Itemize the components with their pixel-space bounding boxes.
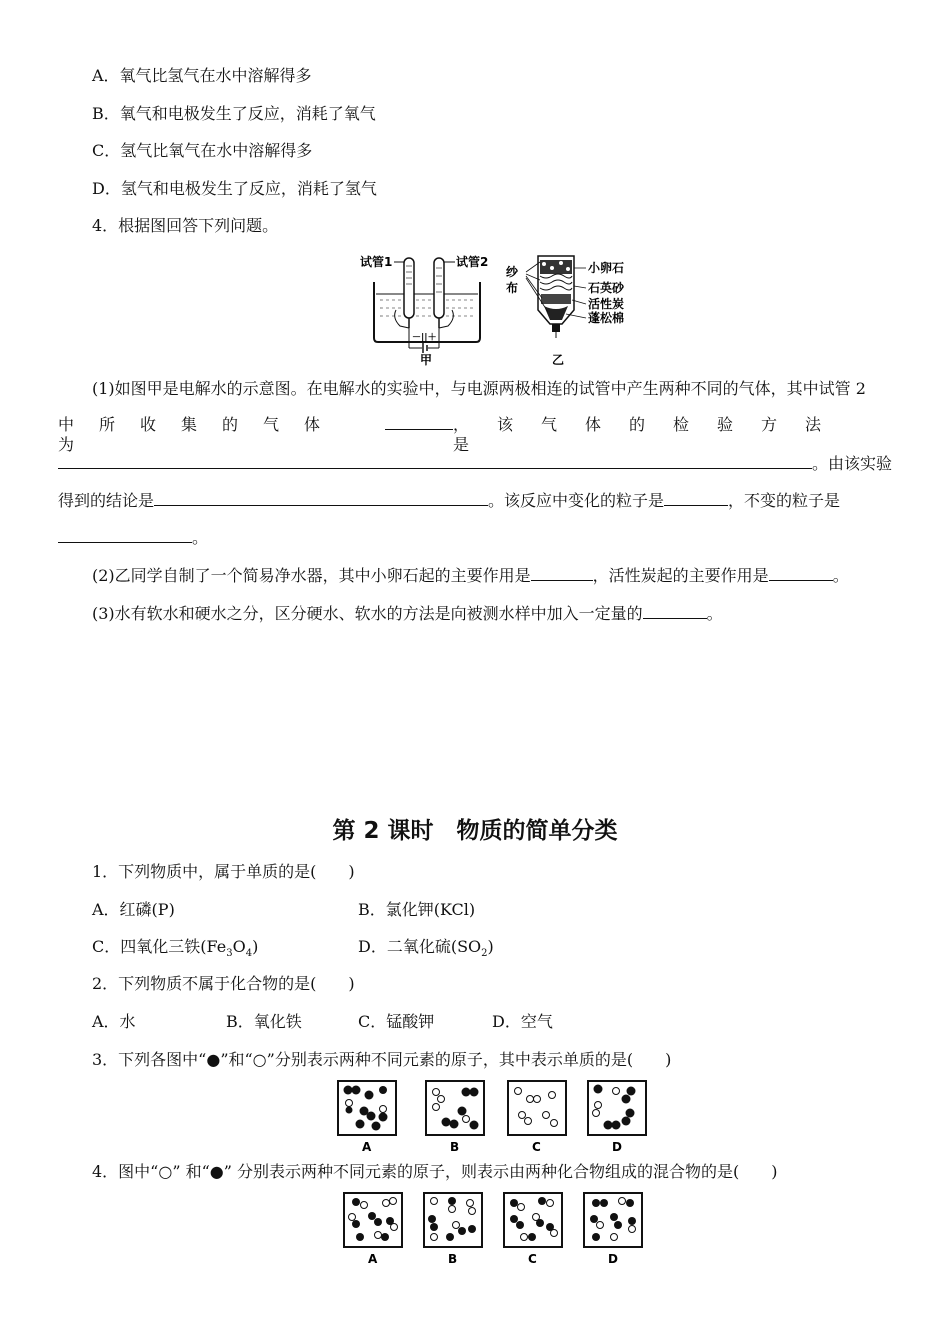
- q3-box-a-label: A: [362, 1140, 372, 1154]
- changed-particle-blank[interactable]: [664, 491, 728, 506]
- fe3o4-mid: O: [232, 937, 246, 956]
- fe3o4-pre: C．四氧化三铁(Fe: [92, 937, 227, 956]
- q4-box-a-label: A: [368, 1252, 378, 1266]
- q4-1-line5: [58, 528, 892, 548]
- q4-box-d: [584, 1193, 642, 1266]
- q4-box-b: [424, 1193, 482, 1266]
- fe3o4-sub2: 4: [245, 948, 253, 960]
- so2-sub: 2: [481, 948, 488, 960]
- q3-option-a: A．氧气比氢气在水中溶解得多: [92, 66, 312, 85]
- q4-stem: 4．根据图回答下列问题。: [92, 216, 279, 235]
- q4-1-line2: [58, 415, 892, 455]
- s2-q4-stem: 4．图中“○” 和“●” 分别表示两种不同元素的原子，则表示由两种化合物组成的混合物的是( ): [92, 1162, 778, 1181]
- q4-particle-diagrams: [342, 1191, 646, 1267]
- q4-3-text-a: (3)水有软水和硬水之分，区分硬水、软水的方法是向被测水样中加入一定量的: [92, 604, 643, 623]
- quartz-label: 石英砂: [588, 281, 625, 295]
- s2-q1-option-a: A．红磷(P): [92, 900, 175, 919]
- q3-box-c-label: C: [532, 1140, 541, 1154]
- test-method-blank[interactable]: [58, 454, 812, 469]
- q4-2-text-c: 。: [832, 566, 849, 585]
- conclusion-prefix: 得到的结论是: [58, 491, 155, 510]
- s2-q1-option-d: [358, 937, 494, 964]
- q3-box-a: [338, 1081, 396, 1154]
- q4-box-c-label: C: [528, 1252, 537, 1266]
- unchanged-particle-prefix: ，不变的粒子是: [728, 491, 841, 510]
- q3-option-b: B．氧气和电极发生了反应，消耗了氧气: [92, 104, 376, 123]
- q4-2-text-b: ，活性炭起的主要作用是: [592, 566, 769, 585]
- carbon-label: 活性炭: [588, 297, 625, 311]
- reagent-blank[interactable]: [643, 604, 707, 619]
- q3-option-d: D．氢气和电极发生了反应，消耗了氢气: [92, 179, 377, 198]
- q3-box-b-label: B: [450, 1140, 460, 1154]
- q4-1-line3: [58, 454, 892, 474]
- q4-1-line2-text-b: ，该气体的检验方法是: [453, 415, 850, 454]
- q3-particle-diagrams: [336, 1079, 656, 1155]
- tube2-label: 试管2: [456, 255, 489, 269]
- s2-q2-option-c: C．锰酸钾: [358, 1012, 435, 1031]
- q4-1-line1: (1)如图甲是电解水的示意图。在电解水的实验中，与电源两极相连的试管中产生两种不同的气体，其中试管 2: [92, 379, 866, 398]
- s2-q3-stem: 3．下列各图中“●”和“○”分别表示两种不同元素的原子，其中表示单质的是( ): [92, 1050, 672, 1069]
- so2-post: ): [487, 937, 494, 956]
- gas-answer-blank[interactable]: [385, 415, 453, 430]
- q4-2: [92, 566, 849, 586]
- so2-pre: D．二氧化硫(SO: [358, 937, 482, 956]
- shabu-label-2: 布: [506, 281, 519, 295]
- q4-box-c: [504, 1193, 562, 1266]
- q4-box-a: [344, 1193, 402, 1266]
- q4-3-text-b: 。: [706, 604, 723, 623]
- polarity-label: －||＋: [412, 333, 437, 343]
- fe3o4-sub1: 3: [226, 948, 233, 960]
- q3-box-c: [508, 1081, 566, 1154]
- q4-3: [92, 604, 723, 624]
- s2-q2-option-a: A．水: [92, 1012, 136, 1031]
- q4-1-line5-end: 。: [192, 528, 209, 547]
- s2-q1-option-c: [92, 937, 258, 964]
- tube1-label: 试管1: [360, 255, 393, 269]
- shabu-label-1: 纱: [506, 265, 519, 279]
- yi-label: 乙: [552, 353, 565, 367]
- q4-2-text-a: (2)乙同学自制了一个简易净水器，其中小卵石起的主要作用是: [92, 566, 531, 585]
- lesson-title: 第 2 课时 物质的简单分类: [332, 818, 618, 844]
- carbon-role-blank[interactable]: [769, 566, 833, 581]
- electrolysis-apparatus: [360, 254, 488, 367]
- q3-box-d-label: D: [612, 1140, 622, 1154]
- water-filter: [506, 256, 625, 367]
- s2-q1-option-b: B．氯化钾(KCl): [358, 900, 476, 919]
- pebble-label: 小卵石: [588, 261, 625, 275]
- s2-q2-option-d: D．空气: [492, 1012, 553, 1031]
- jia-label: 甲: [420, 353, 433, 367]
- electrolysis-and-filter-figure: [356, 248, 636, 368]
- s2-q2-option-b: B．氧化铁: [226, 1012, 302, 1031]
- cotton-label: 蓬松棉: [588, 311, 625, 325]
- unchanged-particle-blank[interactable]: [58, 528, 192, 543]
- fe3o4-post: ): [252, 937, 259, 956]
- q4-1-line3-text: 。由该实验: [812, 454, 893, 473]
- q3-box-d: [588, 1081, 646, 1154]
- s2-q2-stem: 2．下列物质不属于化合物的是( ): [92, 974, 355, 993]
- q4-box-b-label: B: [448, 1252, 458, 1266]
- q4-box-d-label: D: [608, 1252, 618, 1266]
- conclusion-blank[interactable]: [154, 491, 488, 506]
- q3-option-c: C．氢气比氧气在水中溶解得多: [92, 141, 313, 160]
- q4-1-line2-text-a: 中所收集的气体为: [58, 415, 346, 454]
- q4-1-line4: [58, 491, 892, 511]
- q3-box-b: [426, 1081, 484, 1154]
- pebble-role-blank[interactable]: [531, 566, 593, 581]
- s2-q1-stem: 1．下列物质中，属于单质的是( ): [92, 862, 355, 881]
- changed-particle-prefix: 。该反应中变化的粒子是: [488, 491, 665, 510]
